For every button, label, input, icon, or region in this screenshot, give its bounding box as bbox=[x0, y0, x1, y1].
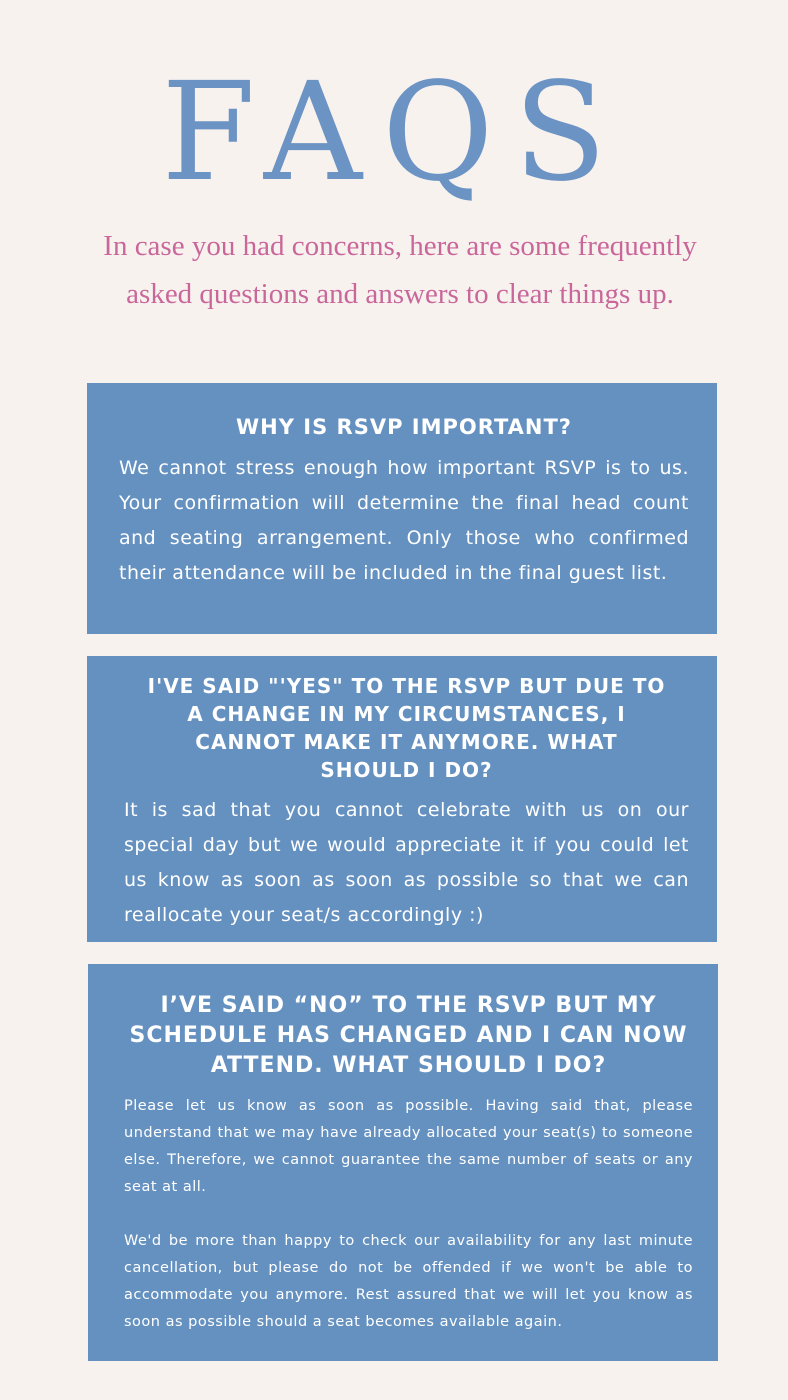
faq-question: I’VE SAID “NO” TO THE RSVP BUT MY SCHEDULE HAS CHANGED AND I CAN NOW ATTEND. WHAT SHOULD I DO? bbox=[129, 993, 688, 1078]
faq-card-cannot-attend bbox=[87, 656, 717, 942]
faq-question: I'VE SAID "'YES" TO THE RSVP BUT DUE TO A CHANGE IN MY CIRCUMSTANCES, I CANNOT MAKE IT ANYMORE. WHAT SHOULD I DO? bbox=[147, 674, 666, 782]
faq-answer: We cannot stress enough how important RSVP is to us. Your confirmation will determine the final head count and seating arrangement. Only those who confirmed their attendance will be included in the final guest list. bbox=[119, 457, 689, 584]
faq-answer: Please let us know as soon as possible. Having said that, please understand that we may have already allocated your seat(s) to someone else. Therefore, we cannot guarantee the same number of seats or any seat at all. bbox=[124, 1098, 693, 1195]
faq-card-rsvp-importance bbox=[87, 383, 717, 634]
faq-question: WHY IS RSVP IMPORTANT? bbox=[236, 415, 572, 439]
faq-card-can-now-attend bbox=[88, 964, 718, 1361]
faq-answer: It is sad that you cannot celebrate with us on our special day but we would appreciate it if you could let us know as soon as soon as possible so that we can reallocate your seat/s accordingly :) bbox=[124, 799, 689, 926]
faq-answer-continued: We'd be more than happy to check our availability for any last minute cancellation, but please do not be offended if we won't be able to accommodate you anymore. Rest assured that we will let you know as soon as possible should a seat becomes available again. bbox=[124, 1233, 693, 1330]
page-title: FAQS bbox=[161, 54, 627, 212]
intro-text: In case you had concerns, here are some frequently asked questions and answers to clear things up. bbox=[103, 230, 697, 310]
